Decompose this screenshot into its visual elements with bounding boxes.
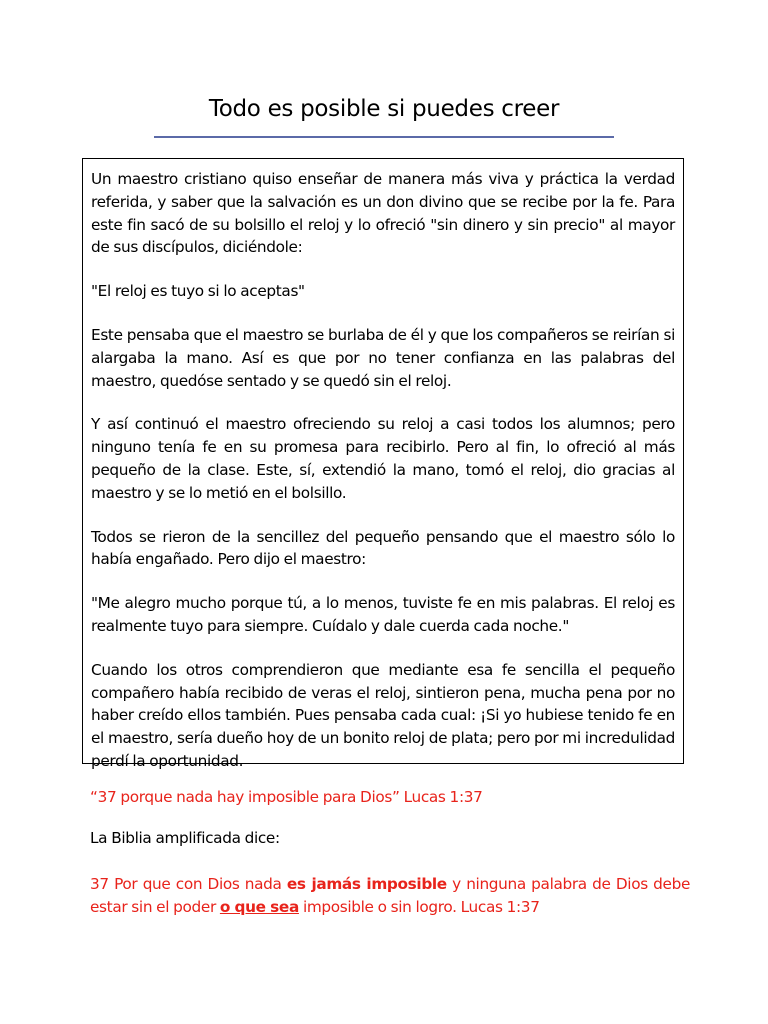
- amplified-verse-emphasis-1: es jamás imposible: [286, 875, 447, 893]
- story-box: [82, 158, 684, 770]
- story-paragraph-6: "Me alegro mucho porque tú, a lo menos, tuviste fe en mis palabras. El reloj es realmente tuyo para siempre. Cuídalo y dale cuerda cada noche.": [91, 594, 675, 635]
- amplified-verse-emphasis-2: o que sea: [219, 897, 299, 916]
- page-title: Todo es posible si puedes creer: [208, 96, 560, 122]
- amplified-bible-intro: La Biblia amplificada dice:: [90, 829, 280, 847]
- verse-quote: “37 porque nada hay imposible para Dios” Lucas 1:37: [90, 788, 483, 806]
- amplified-verse-text-1: 37 Por que con Dios nada: [90, 875, 287, 893]
- story-paragraph-1: Un maestro cristiano quiso enseñar de manera más viva y práctica la verdad referida, y saber que la salvación es un don divino que se recibe por la fe. Para este fin sacó de su bolsillo el reloj y lo ofreció "sin dinero y sin precio" al mayor de sus discípulos, diciéndole:: [91, 170, 675, 257]
- story-paragraph-2: "El reloj es tuyo si lo aceptas": [91, 282, 305, 301]
- amplified-verse-text-3: imposible o sin logro. Lucas 1:37: [298, 897, 540, 916]
- amplified-verse-text-2: y ninguna palabra de Dios debe estar sin el poder: [90, 875, 691, 916]
- story-paragraph-3: Este pensaba que el maestro se burlaba de él y que los compañeros se reirían si alargaba la mano. Así es que por no tener confianza en las palabras del maestro, quedóse sentado y se quedó sin el reloj.: [91, 325, 675, 390]
- title-divider: [154, 136, 614, 138]
- story-paragraph-7: Cuando los otros comprendieron que mediante esa fe sencilla el pequeño compañero había recibido de veras el reloj, sintieron pena, mucha pena por no haber creído ellos también. Pues pensaba cada cual: ¡Si yo hubiese tenido fe en el maestro, sería dueño hoy de un bonito reloj de plata; pero por mi incredulidad perdí la oportunidad.: [91, 660, 675, 770]
- story-paragraph-5: Todos se rieron de la sencillez del pequeño pensando que el maestro sólo lo había engañado. Pero dijo el maestro:: [91, 527, 675, 569]
- amplified-verse: [90, 873, 690, 919]
- story-paragraph-4: Y así continuó el maestro ofreciendo su reloj a casi todos los alumnos; pero ninguno tenía fe en su promesa para recibirlo. Pero al fin, lo ofreció al más pequeño de la clase. Este, sí, extendió la mano, tomó el reloj, dio gracias al maestro y se lo metió en el bolsillo.: [91, 415, 675, 502]
